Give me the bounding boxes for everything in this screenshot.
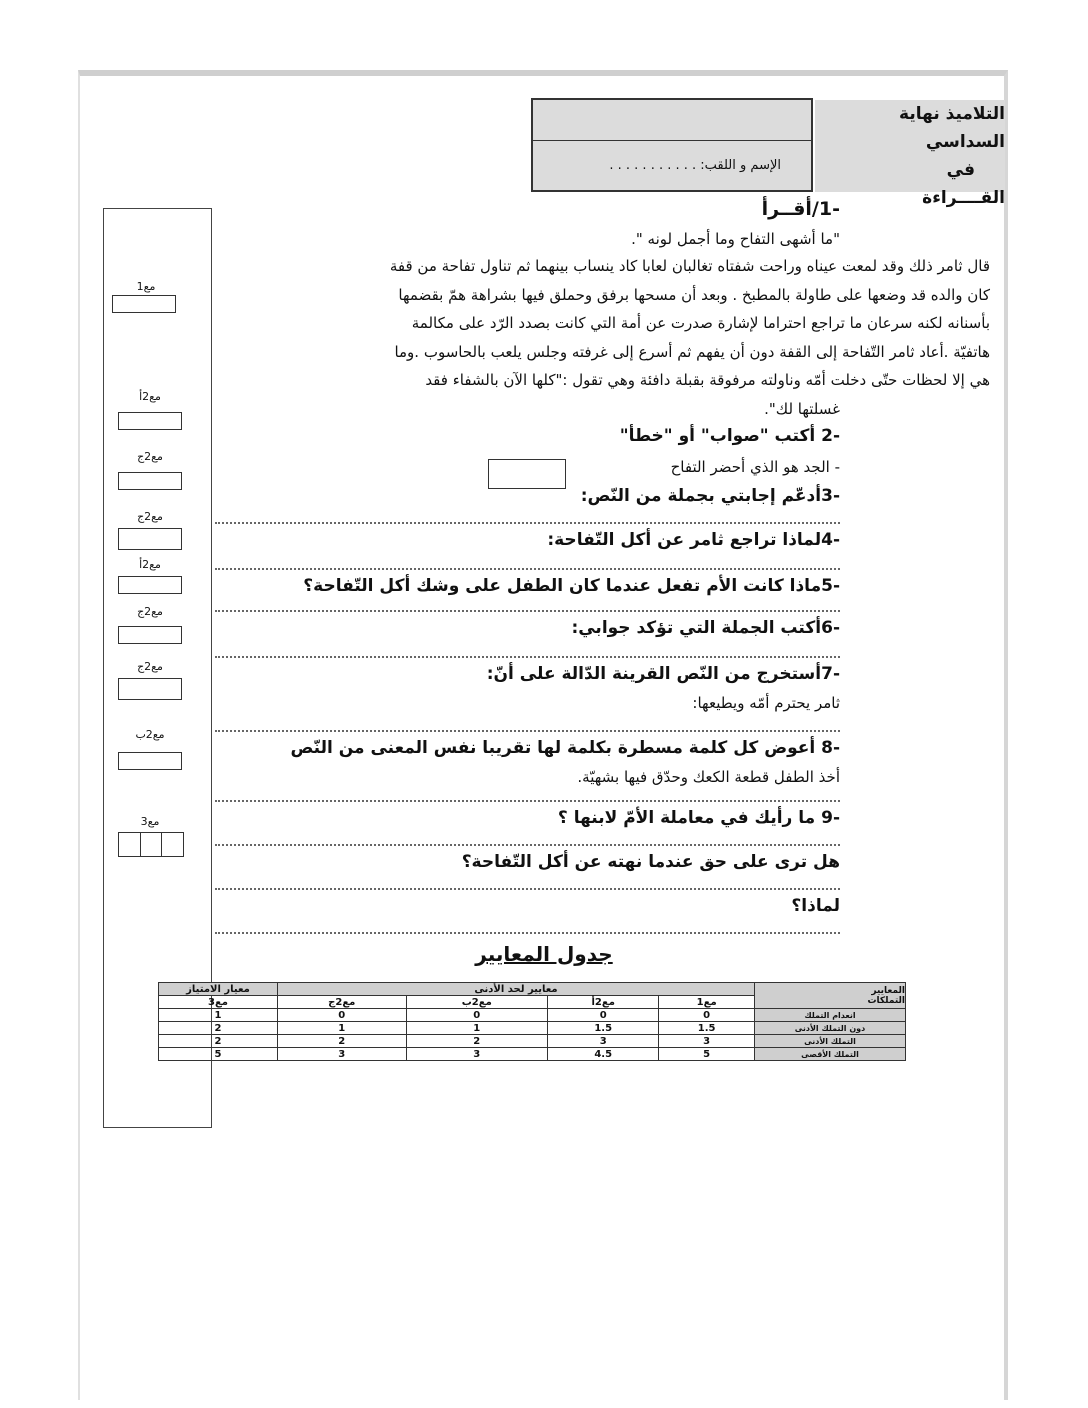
answer-line[interactable] [215, 888, 840, 890]
table-cell: 1.5 [659, 1022, 755, 1035]
column-header: مع2ب [406, 996, 547, 1009]
mark-box[interactable] [112, 295, 176, 313]
true-false-answer-box[interactable] [488, 459, 566, 489]
question-2-statement: - الجد هو الذي أحضر التفاح [670, 458, 840, 476]
mark-label: مع2ج [137, 450, 163, 463]
group-excellence: معيار الامتياز [159, 983, 278, 996]
table-cell: 5 [659, 1048, 755, 1061]
reading-line: بأسنانه لكنه سرعان ما تراجع احتراما لإشارة صدرت عن أمة التي كانت بصدد الرّد على مكالمة [411, 314, 990, 332]
reading-quote: "ما أشهى التفاح وما أجمل لونه ". [631, 230, 840, 248]
question-9-c: لماذا؟ [791, 896, 840, 916]
table-row [159, 1035, 906, 1048]
mark-box[interactable] [118, 412, 182, 430]
mark-label: مع3 [140, 815, 160, 828]
mark-label: مع1 [136, 280, 156, 293]
title-line-1: التلاميذ نهاية السداسي [899, 104, 1005, 152]
question-8: -8 أعوض كل كلمة مسطرة بكلمة لها تقريبا نفس المعنى من النّص [290, 738, 840, 758]
question-3: -3أدعّم إجابتي بجملة من النّص: [580, 486, 840, 506]
row-label: التملك الأقصى [755, 1048, 906, 1061]
question-5: -5ماذا كانت الأم تفعل عندما كان الطفل على وشك أكل التّفاحة؟ [303, 576, 840, 596]
table-cell: 2 [278, 1035, 407, 1048]
table-cell: 3 [406, 1048, 547, 1061]
reading-line: هاتفيّة .أعاد ثامر التّفاحة إلى القفة دون أن يفهم ثم أسرع إلى غرفته وجلس يلعب بالحاسوب .وما [394, 342, 990, 361]
mark-label: مع2ج [137, 605, 163, 618]
mark-box-triple[interactable] [118, 832, 184, 857]
row-label: دون التملك الأدنى [755, 1022, 906, 1035]
name-box [531, 98, 813, 192]
table-row [159, 1009, 906, 1022]
table-cell: 2 [159, 1035, 278, 1048]
answer-line[interactable] [215, 610, 840, 612]
answer-line[interactable] [215, 656, 840, 658]
answer-line[interactable] [215, 844, 840, 846]
answer-line[interactable] [215, 932, 840, 934]
mark-box[interactable] [118, 472, 182, 490]
table-cell: 0 [548, 1009, 659, 1022]
mark-cell[interactable] [162, 833, 183, 856]
title-line-2: في [946, 160, 975, 180]
question-2: -2 أكتب "صواب" أو "خطأ" [619, 426, 840, 446]
table-corner [755, 983, 906, 1009]
table-cell: 3 [659, 1035, 755, 1048]
reading-line: كان والده قد وضعها على طاولة بالمطبخ . وبعد أن مسحها برفق وحملق فيها بشراهة همّ بقضمها [398, 285, 990, 304]
table-cell: 0 [278, 1009, 407, 1022]
answer-line[interactable] [215, 730, 840, 732]
question-9: -9 ما رأيك في معاملة الأمّ لابنها ؟ [557, 808, 840, 828]
mark-box[interactable] [118, 626, 182, 644]
row-label: التملك الأدنى [755, 1035, 906, 1048]
table-row [159, 1048, 906, 1061]
mark-cell[interactable] [119, 833, 141, 856]
table-cell: 2 [159, 1022, 278, 1035]
mark-box[interactable] [118, 528, 182, 550]
column-header: مع2أ [548, 996, 659, 1009]
name-field[interactable]: الإسم و اللقب: . . . . . . . . . . . [609, 158, 781, 173]
mark-cell[interactable] [141, 833, 163, 856]
mark-label: مع2ج [137, 660, 163, 673]
group-min: معايير لحد الأدنى [278, 983, 755, 996]
table-cell: 2 [406, 1035, 547, 1048]
reading-line: هي إلا لحظات حتّى دخلت أمّه وناولته مرفوقة بقبلة دافئة وهي تقول :"كلها الآن بالشفاء فقد [425, 371, 990, 389]
table-cell: 3 [278, 1048, 407, 1061]
reading-line: قال ثامر ذلك وقد لمعت عيناه وراحت شفتاه تغالبان لعابا كاد ينساب بينهما ثم تناول تفاحة من قفة [389, 257, 990, 275]
mark-label: مع2أ [139, 558, 161, 571]
row-label: انعدام التملك [755, 1009, 906, 1022]
table-cell: 4.5 [548, 1048, 659, 1061]
table-cell: 0 [659, 1009, 755, 1022]
reading-heading: -1/أقــرأ [761, 198, 840, 220]
table-cell: 1 [406, 1022, 547, 1035]
mark-label: مع2أ [139, 390, 161, 403]
reading-line: غسلتها لك". [764, 400, 840, 418]
mark-label: مع2ب [135, 728, 165, 741]
column-header: مع1 [659, 996, 755, 1009]
question-7-statement: ثامر يحترم أمّه ويطيعها: [692, 694, 840, 712]
table-cell: 3 [548, 1035, 659, 1048]
criteria-table-title: جدول المعايير [475, 942, 613, 966]
column-header: مع3 [159, 996, 278, 1009]
table-header-row [159, 983, 906, 996]
title-line-3: القــــراءة [922, 188, 1005, 208]
table-cell: 1.5 [548, 1022, 659, 1035]
corner-levels: التملكات [867, 995, 905, 1006]
table-cell: 5 [159, 1048, 278, 1061]
table-cell: 1 [278, 1022, 407, 1035]
name-box-divider [533, 140, 811, 141]
mark-box[interactable] [118, 752, 182, 770]
mark-label: مع2ج [137, 510, 163, 523]
exam-title [815, 100, 1005, 208]
table-cell: 1 [159, 1009, 278, 1022]
question-7: -7أستخرج من النّص القرينة الدّالة على أنّ: [486, 664, 840, 684]
reading-paragraph [215, 252, 990, 395]
question-4: -4لماذا تراجع ثامر عن أكل التّفاحة: [547, 530, 840, 550]
answer-line[interactable] [215, 522, 840, 524]
answer-line[interactable] [215, 568, 840, 570]
answer-line[interactable] [215, 800, 840, 802]
table-cell: 0 [406, 1009, 547, 1022]
column-header: مع2ج [278, 996, 407, 1009]
mark-box[interactable] [118, 576, 182, 594]
mark-box[interactable] [118, 678, 182, 700]
question-9-b: هل ترى على حق عندما نهته عن أكل التّفاحة؟ [461, 852, 840, 872]
question-8-statement: أخذ الطفل قطعة الكعك وحدّق فيها بشهيّة. [577, 768, 840, 786]
table-row [159, 1022, 906, 1035]
corner-criteria: المعايير [871, 985, 905, 996]
criteria-table [158, 982, 906, 1061]
question-6: -6أكتب الجملة التي تؤكد جوابي: [571, 618, 840, 638]
